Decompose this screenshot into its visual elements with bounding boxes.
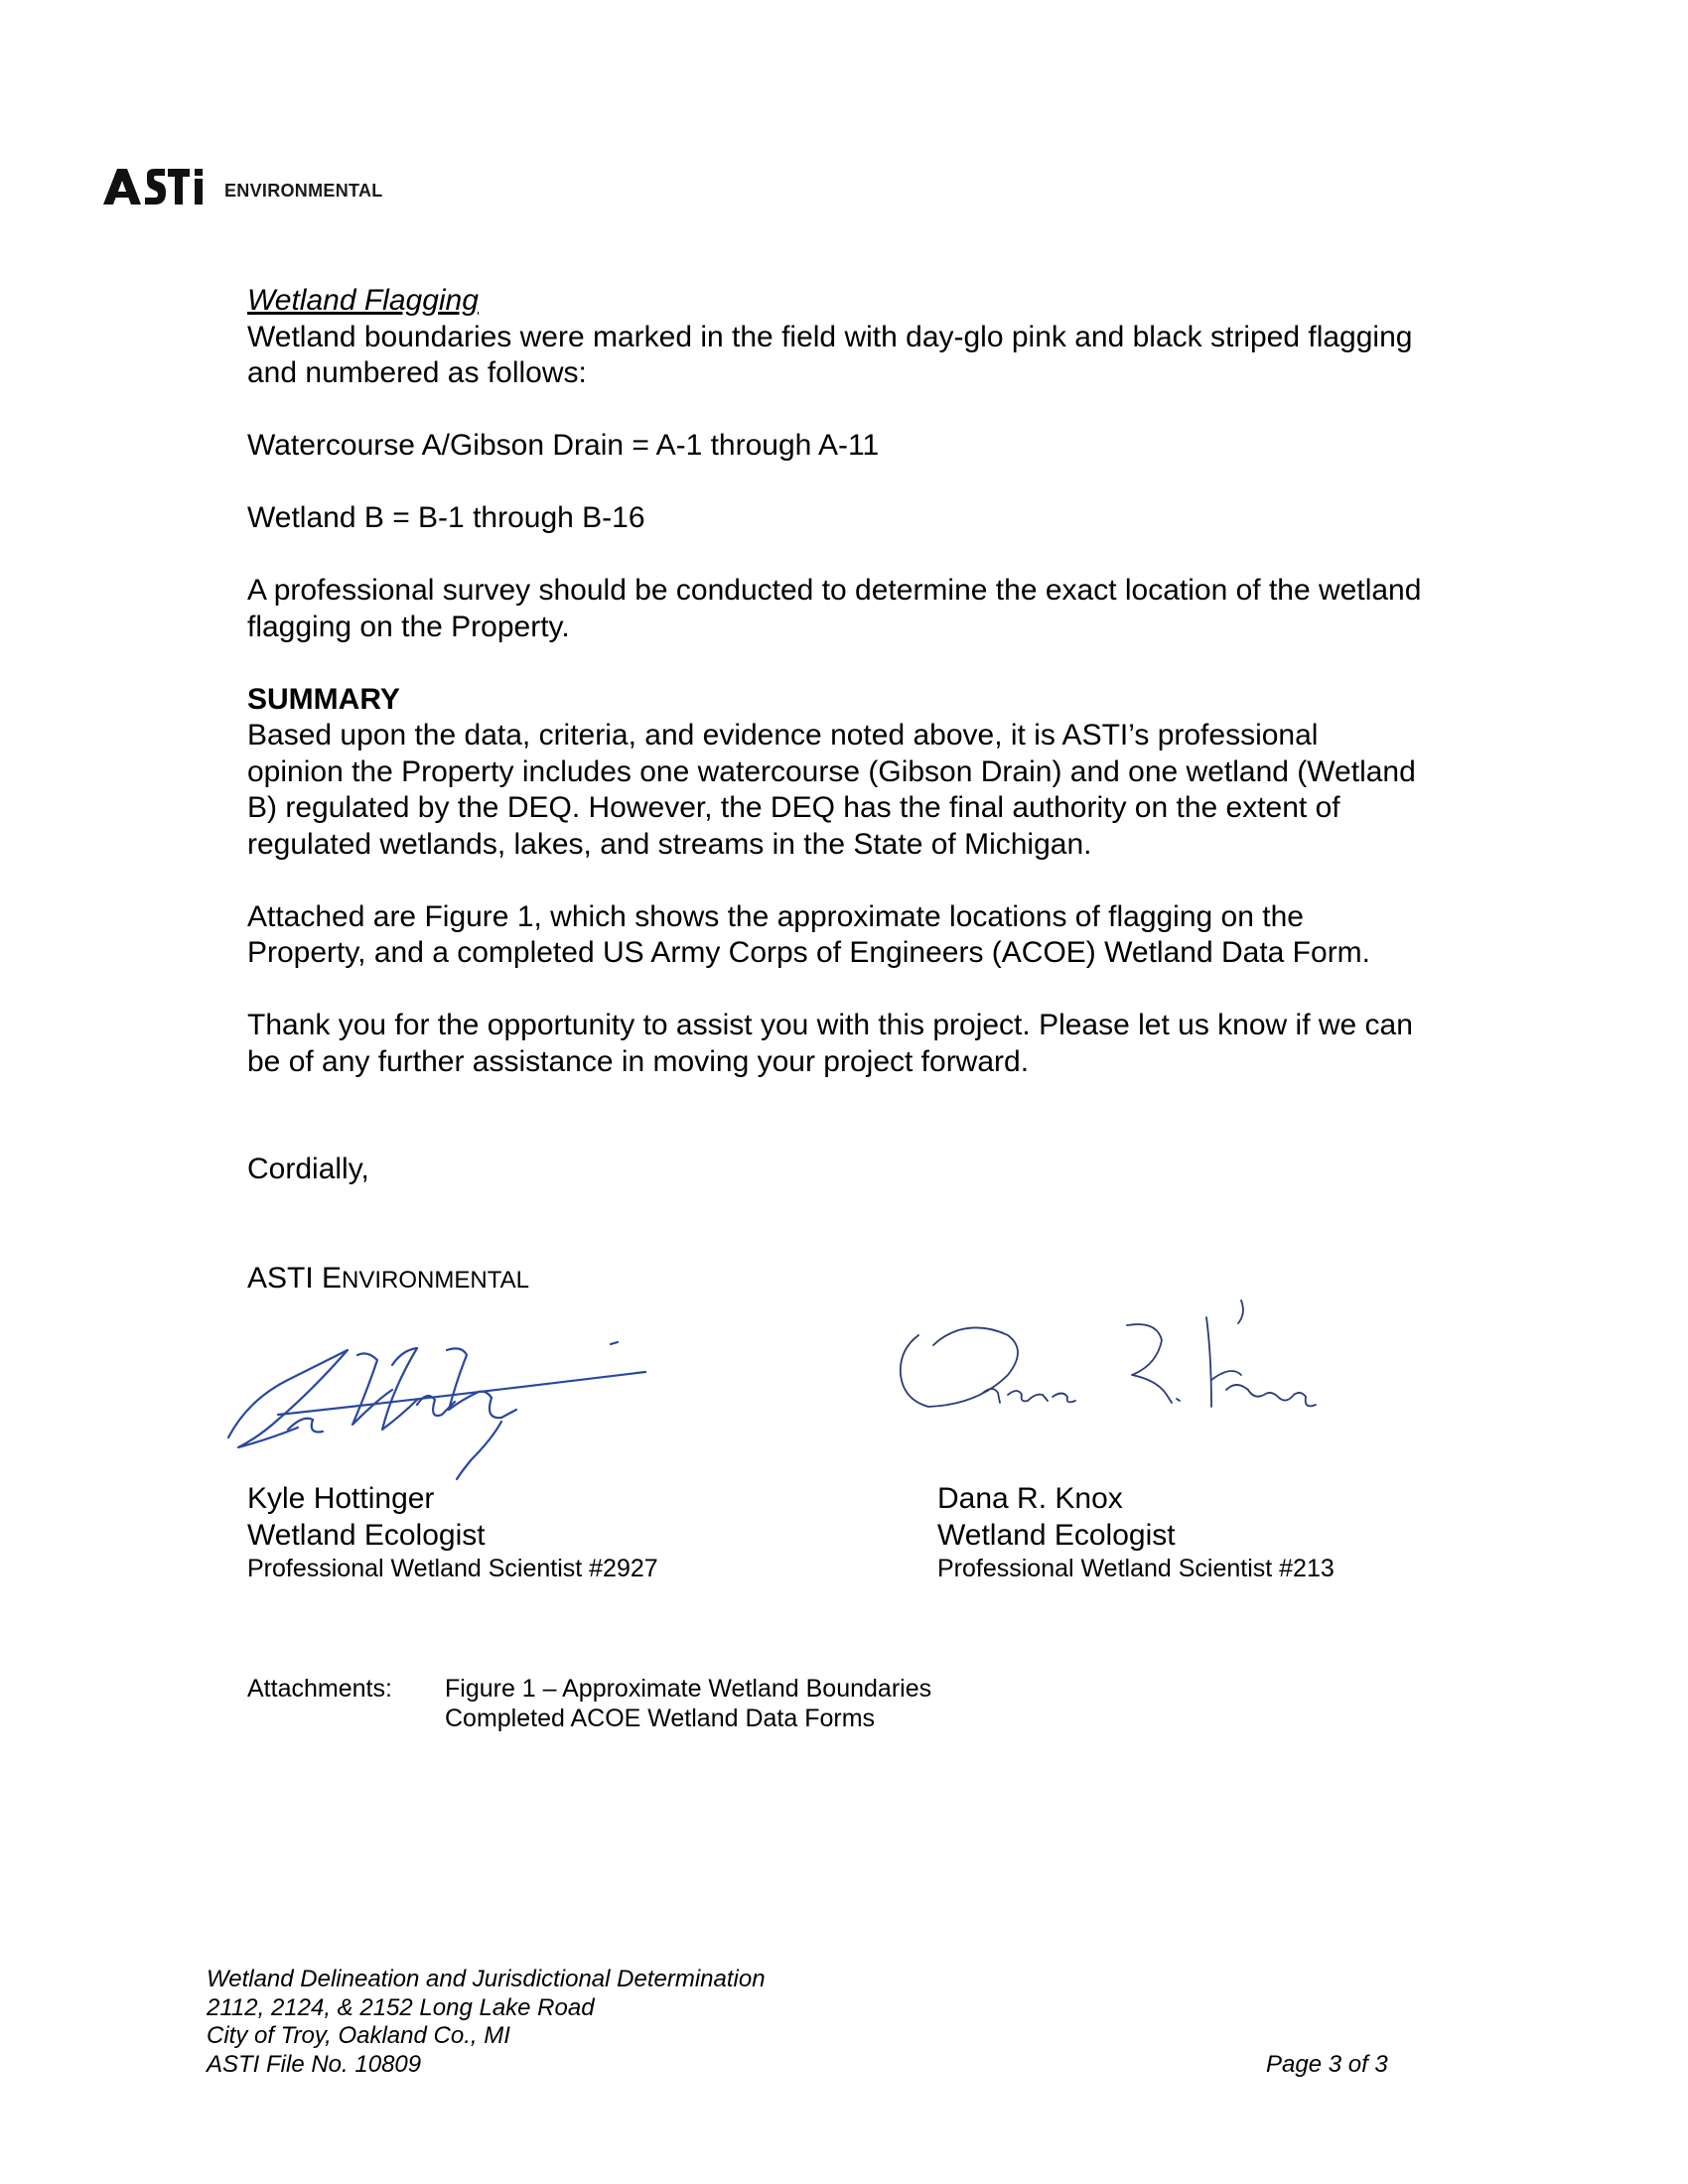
attachments-list bbox=[445, 1674, 931, 1733]
spacer bbox=[247, 863, 1538, 899]
summary-p2-line2: Property, and a completed US Army Corps of Engineers (ACOE) Wetland Data Form. bbox=[247, 936, 1371, 969]
signer-credential: Professional Wetland Scientist #213 bbox=[937, 1555, 1335, 1582]
salutation: Cordially, bbox=[247, 1153, 369, 1185]
signature-kyle-hottinger bbox=[218, 1320, 665, 1499]
footer-line: ASTI File No. 10809 bbox=[207, 2050, 422, 2078]
spacer bbox=[247, 645, 1538, 682]
footer-line: 2112, 2124, & 2152 Long Lake Road bbox=[207, 1993, 595, 2021]
summary-p1-line4: regulated wetlands, lakes, and streams in the State of Michigan. bbox=[247, 827, 1092, 861]
footer-info bbox=[207, 1966, 766, 2079]
flagging-heading: Wetland Flagging bbox=[247, 284, 479, 317]
flagging-survey-line1: A professional survey should be conducted to determine the exact location of the wetland bbox=[247, 574, 1422, 607]
spacer bbox=[247, 537, 1538, 574]
closing-company bbox=[247, 1261, 529, 1299]
attachment-item: Completed ACOE Wetland Data Forms bbox=[445, 1705, 876, 1732]
signer-title: Wetland Ecologist bbox=[247, 1518, 486, 1552]
summary-p2-line1: Attached are Figure 1, which shows the approximate locations of flagging on the bbox=[247, 899, 1304, 933]
flagging-survey-line2: flagging on the Property. bbox=[247, 610, 570, 643]
flagging-item-a: Watercourse A/Gibson Drain = A-1 through A-11 bbox=[247, 429, 880, 462]
page-number: Page 3 of 3 bbox=[1266, 2051, 1388, 2078]
closing-company-rest: NVIRONMENTAL bbox=[342, 1267, 529, 1294]
signer-name: Kyle Hottinger bbox=[247, 1482, 435, 1515]
attachments-label: Attachments: bbox=[247, 1675, 392, 1703]
flagging-intro-line2: and numbered as follows: bbox=[247, 356, 587, 389]
spacer bbox=[247, 972, 1538, 1009]
flagging-section bbox=[247, 283, 1538, 1080]
summary-p1-line1: Based upon the data, criteria, and evidence noted above, it is ASTI’s professional bbox=[247, 719, 1319, 751]
logo-company-word: environmental bbox=[224, 175, 383, 203]
signer-name: Dana R. Knox bbox=[937, 1482, 1123, 1515]
summary-p3-line2: be of any further assistance in moving your project forward. bbox=[247, 1044, 1030, 1078]
footer-line: Wetland Delineation and Jurisdictional Determination bbox=[207, 1966, 766, 1992]
summary-p1-line3: B) regulated by the DEQ. However, the DEQ has the final authority on the extent of bbox=[247, 791, 1340, 824]
spacer bbox=[247, 392, 1538, 429]
logo-wordmark bbox=[224, 175, 383, 204]
signer-title: Wetland Ecologist bbox=[937, 1518, 1176, 1552]
closing-company-prefix: ASTI E bbox=[247, 1262, 343, 1295]
signer-block-kyle bbox=[247, 1481, 658, 1583]
summary-p3-line1: Thank you for the opportunity to assist you with this project. Please let us know if we can bbox=[247, 1009, 1413, 1041]
attachment-item: Figure 1 – Approximate Wetland Boundaries bbox=[445, 1675, 932, 1703]
footer-line: City of Troy, Oakland Co., MI bbox=[207, 2022, 510, 2049]
signer-block-dana bbox=[937, 1481, 1335, 1583]
summary-heading: SUMMARY bbox=[247, 682, 400, 716]
company-logo bbox=[103, 165, 214, 213]
flagging-item-b: Wetland B = B-1 through B-16 bbox=[247, 501, 645, 534]
signer-credential: Professional Wetland Scientist #2927 bbox=[247, 1555, 658, 1582]
spacer bbox=[247, 465, 1538, 501]
summary-p1-line2: opinion the Property includes one watercourse (Gibson Drain) and one wetland (Wetland bbox=[247, 754, 1416, 788]
signature-dana-knox bbox=[889, 1296, 1345, 1444]
asti-logo-mark bbox=[103, 165, 214, 208]
flagging-intro-line1: Wetland boundaries were marked in the field with day-glo pink and black striped flagging bbox=[247, 320, 1413, 353]
